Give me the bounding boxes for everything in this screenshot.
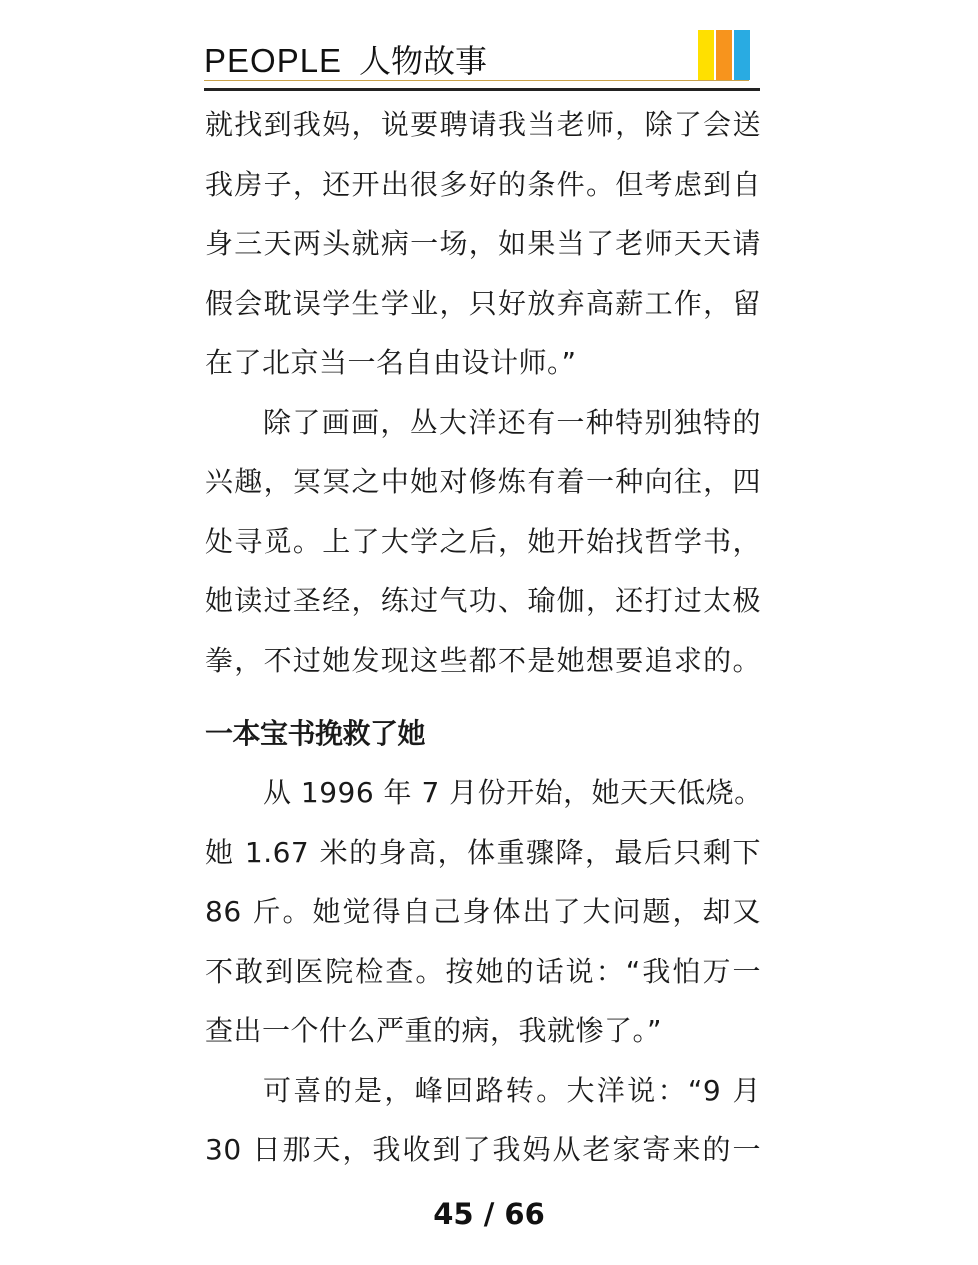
text-line: 假会耽误学生学业，只好放弃高薪工作，留 bbox=[205, 286, 761, 320]
text-line: 处寻觅。上了大学之后，她开始找哲学书， bbox=[205, 524, 761, 558]
article-body bbox=[205, 95, 761, 1180]
paragraph-1 bbox=[205, 95, 761, 393]
text-line: 拳，不过她发现这些都不是她想要追求的。 bbox=[205, 643, 761, 677]
orange-stripe bbox=[716, 30, 732, 80]
text-line: 30 日那天，我收到了我妈从老家寄来的一 bbox=[205, 1133, 761, 1166]
text-line: 兴趣，冥冥之中她对修炼有着一种向往，四 bbox=[205, 465, 761, 498]
paragraph-4 bbox=[205, 1061, 761, 1180]
text-line: 我房子，还开出很多好的条件。但考虑到自 bbox=[205, 167, 761, 201]
text-line: 查出一个什么严重的病，我就惨了。” bbox=[205, 1014, 663, 1047]
text-line: 除了画画，丛大洋还有一种特别独特的 bbox=[263, 405, 761, 439]
page-number: 45 / 66 bbox=[433, 1197, 545, 1231]
paragraph-2 bbox=[205, 393, 761, 691]
text-line: 可喜的是，峰回路转。大洋说：“9 月 bbox=[263, 1073, 761, 1107]
text-line: 不敢到医院检查。按她的话说：“我怕万一 bbox=[205, 954, 761, 988]
text-line: 她 1.67 米的身高，体重骤降，最后只剩下 bbox=[205, 835, 761, 869]
text-line: 身三天两头就病一场，如果当了老师天天请 bbox=[205, 227, 761, 260]
header-gold-rule bbox=[204, 80, 749, 81]
text-line: 她读过圣经，练过气功、瑜伽，还打过太极 bbox=[205, 584, 761, 617]
section-heading: 一本宝书挽救了她 bbox=[205, 717, 426, 750]
text-line: 从 1996 年 7 月份开始，她天天低烧。 bbox=[263, 776, 763, 809]
paragraph-3 bbox=[205, 763, 761, 1061]
page-header bbox=[204, 22, 760, 92]
yellow-stripe bbox=[698, 30, 714, 80]
text-line: 就找到我妈，说要聘请我当老师，除了会送 bbox=[205, 108, 761, 141]
text-line: 在了北京当一名自由设计师。” bbox=[205, 346, 577, 379]
brand-english: PEOPLE bbox=[204, 42, 343, 79]
blue-stripe bbox=[734, 30, 750, 80]
header-black-rule bbox=[204, 88, 760, 91]
color-stripes-logo bbox=[698, 30, 750, 80]
text-line: 86 斤。她觉得自己身体出了大问题，却又 bbox=[205, 895, 761, 928]
brand-chinese: 人物故事 bbox=[359, 42, 488, 80]
